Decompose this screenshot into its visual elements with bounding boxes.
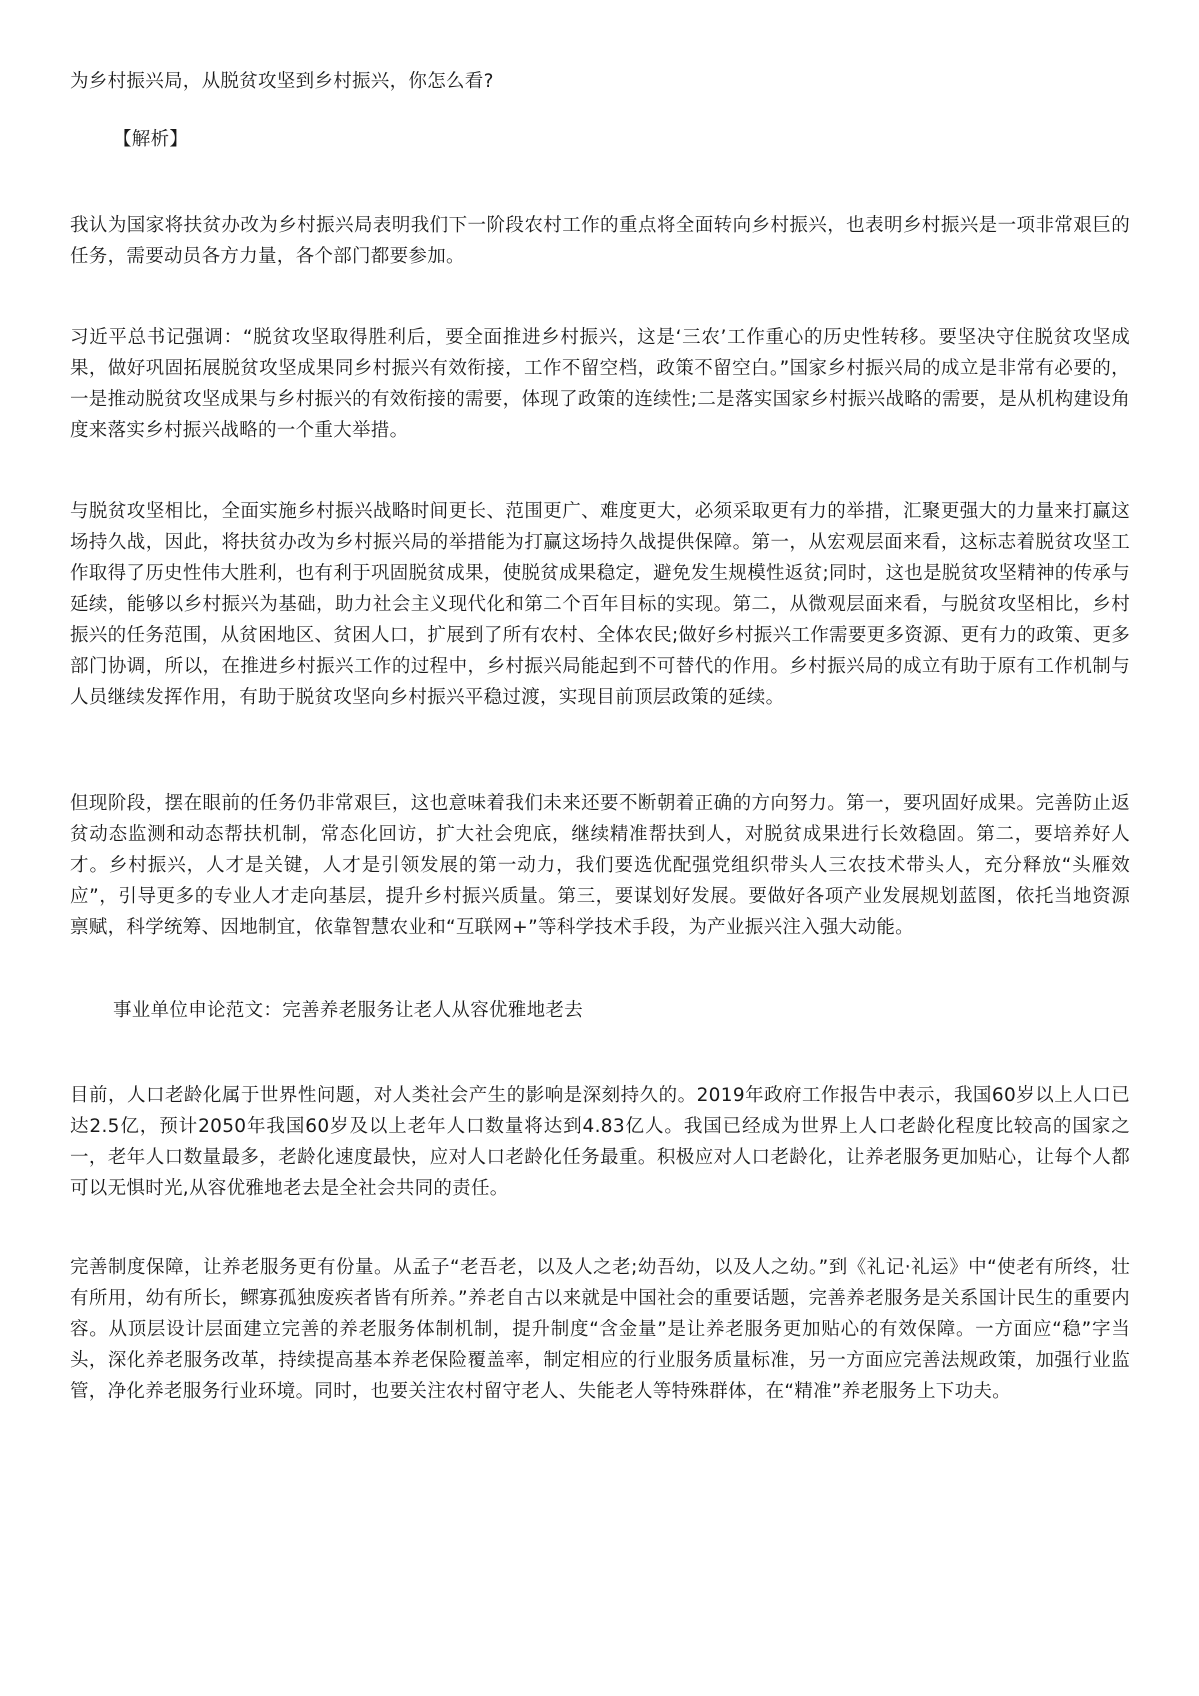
paragraph-6: 完善制度保障，让养老服务更有份量。从孟子“老吾老，以及人之老;幼吾幼，以及人之幼。”到《礼记·礼运》中“使老有所终，壮有所用，幼有所长，鳏寡孤独废疾者皆有所养。”养老自古以来就是中国社会的重要话题，完善养老服务是关系国计民生的重要内容。从顶层设计层面建立完善的养老服务体制机制，提升制度“含金量”是让养老服务更加贴心的有效保障。一方面应“稳”字当头，深化养老服务改革，持续提高基本养老保险覆盖率，制定相应的行业服务质量标准，另一方面应完善法规政策，加强行业监管，净化养老服务行业环境。同时，也要关注农村留守老人、失能老人等特殊群体，在“精准”养老服务上下功夫。	[70, 1257, 1130, 1402]
analysis-heading: 【解析】	[113, 129, 189, 150]
paragraph-1: 我认为国家将扶贫办改为乡村振兴局表明我们下一阶段农村工作的重点将全面转向乡村振兴，也表明乡村振兴是一项非常艰巨的任务，需要动员各方力量，各个部门都要参加。	[70, 215, 1130, 267]
paragraph-5: 目前，人口老龄化属于世界性问题，对人类社会产生的影响是深刻持久的。2019年政府工作报告中表示，我国60岁以上人口已达2.5亿，预计2050年我国60岁及以上老年人口数量将达到4.83亿人。我国已经成为世界上人口老龄化程度比较高的国家之一，老年人口数量最多，老龄化速度最快，应对人口老龄化任务最重。积极应对人口老龄化，让养老服务更加贴心，让每个人都可以无惧时光,从容优雅地老去是全社会共同的责任。	[70, 1085, 1130, 1199]
essay-title: 事业单位申论范文：完善养老服务让老人从容优雅地老去	[113, 1000, 584, 1021]
paragraph-2: 习近平总书记强调：“脱贫攻坚取得胜利后，要全面推进乡村振兴，这是‘三农’工作重心的历史性转移。要坚决守住脱贫攻坚成果，做好巩固拓展脱贫攻坚成果同乡村振兴有效衔接，工作不留空档，政策不留空白。”国家乡村振兴局的成立是非常有必要的，一是推动脱贫攻坚成果与乡村振兴的有效衔接的需要，体现了政策的连续性;二是落实国家乡村振兴战略的需要，是从机构建设角度来落实乡村振兴战略的一个重大举措。	[70, 327, 1130, 441]
question-line: 为乡村振兴局，从脱贫攻坚到乡村振兴，你怎么看?	[70, 71, 494, 92]
paragraph-4: 但现阶段，摆在眼前的任务仍非常艰巨，这也意味着我们未来还要不断朝着正确的方向努力。第一，要巩固好成果。完善防止返贫动态监测和动态帮扶机制，常态化回访，扩大社会兜底，继续精准帮扶到人，对脱贫成果进行长效稳固。第二，要培养好人才。乡村振兴，人才是关键，人才是引领发展的第一动力，我们要选优配强党组织带头人三农技术带头人，充分释放“头雁效应”，引导更多的专业人才走向基层，提升乡村振兴质量。第三，要谋划好发展。要做好各项产业发展规划蓝图，依托当地资源禀赋，科学统筹、因地制宜，依靠智慧农业和“互联网+”等科学技术手段，为产业振兴注入强大动能。	[70, 793, 1130, 938]
paragraph-3: 与脱贫攻坚相比，全面实施乡村振兴战略时间更长、范围更广、难度更大，必须采取更有力的举措，汇聚更强大的力量来打赢这场持久战，因此，将扶贫办改为乡村振兴局的举措能为打赢这场持久战提供保障。第一，从宏观层面来看，这标志着脱贫攻坚工作取得了历史性伟大胜利，也有利于巩固脱贫成果，使脱贫成果稳定，避免发生规模性返贫;同时，这也是脱贫攻坚精神的传承与延续，能够以乡村振兴为基础，助力社会主义现代化和第二个百年目标的实现。第二，从微观层面来看，与脱贫攻坚相比，乡村振兴的任务范围，从贫困地区、贫困人口，扩展到了所有农村、全体农民;做好乡村振兴工作需要更多资源、更有力的政策、更多部门协调，所以，在推进乡村振兴工作的过程中，乡村振兴局能起到不可替代的作用。乡村振兴局的成立有助于原有工作机制与人员继续发挥作用，有助于脱贫攻坚向乡村振兴平稳过渡，实现目前顶层政策的延续。	[70, 501, 1130, 708]
